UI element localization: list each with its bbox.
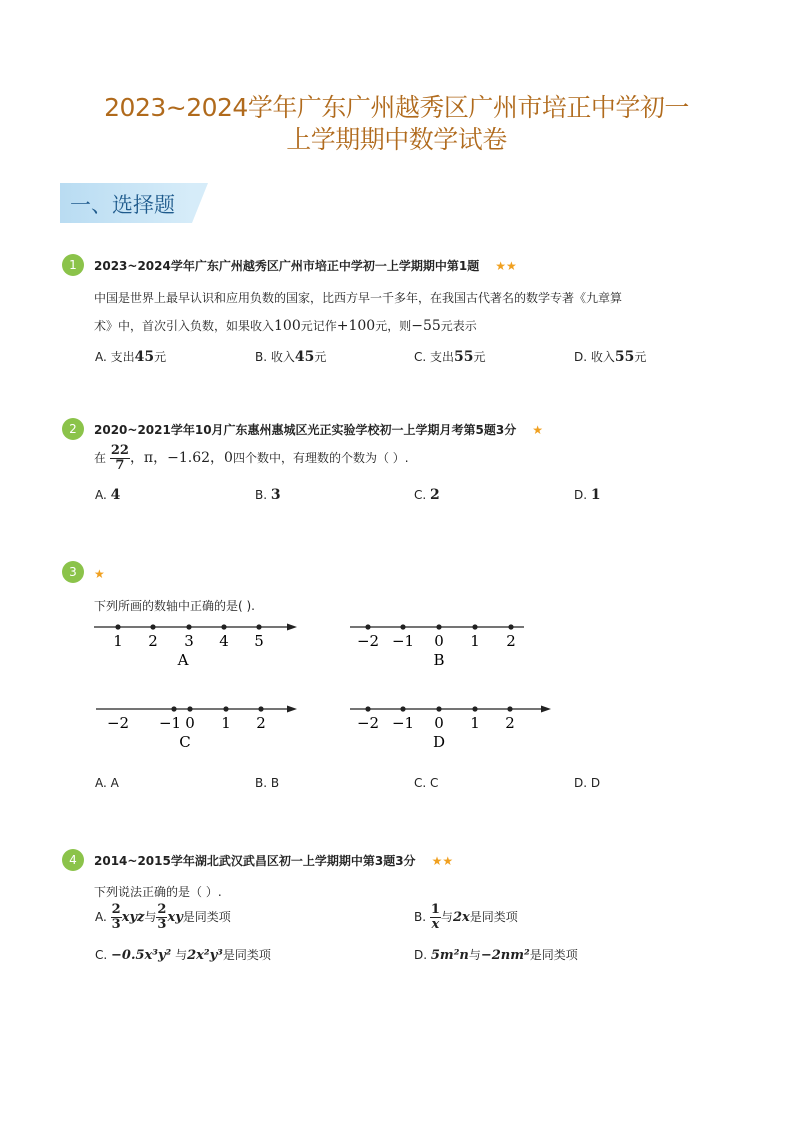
difficulty-stars: ★ [532,423,544,437]
svg-text:B: B [433,651,445,669]
text-segment: 术》中，首次引入负数，如果收入 [94,319,275,333]
question-source [94,567,105,581]
text-segment: 元，则 [375,319,412,333]
option-b[interactable]: B. B [255,776,280,790]
page-title [40,92,753,156]
question-number-badge: 1 [62,254,84,276]
svg-text:3: 3 [184,632,194,650]
svg-text:−1: −1 [391,632,415,650]
math-value: 100 [274,318,301,334]
arrow-icon [287,624,297,631]
text-segment: 元记作 [300,319,337,333]
option-d[interactable]: D. D [574,776,601,790]
svg-text:0: 0 [434,714,444,732]
option-a[interactable]: A. 支出45元 [95,349,167,365]
svg-text:−1: −1 [391,714,415,732]
question-number-badge: 3 [62,561,84,583]
number-line-b [348,619,588,669]
question-3 [62,561,762,801]
question-text-line-2 [94,317,477,334]
svg-text:2: 2 [256,714,266,732]
section-label: 一、选择题 [70,193,175,217]
option-d[interactable]: D. 收入55元 [574,349,647,365]
svg-text:2: 2 [506,632,516,650]
svg-text:1: 1 [113,632,123,650]
question-source-text: 2023~2024学年广东广州越秀区广州市培正中学初一上学期期中第1题 [94,259,480,273]
svg-text:2: 2 [148,632,158,650]
option-a[interactable]: A. A [95,776,119,790]
question-source [94,421,543,438]
option-d[interactable]: D. 1 [574,487,601,503]
svg-text:1: 1 [470,714,480,732]
option-c[interactable]: C. 支出55元 [414,349,486,365]
fraction: $\frac{22}{7}$ [110,443,129,473]
question-number-badge: 4 [62,849,84,871]
title-line-2: 上学期期中数学试卷 [286,125,507,154]
number-line-a [92,619,332,669]
option-c[interactable]: C. −0.5x³y² 与2x²y³是同类项 [95,948,271,963]
math-value: −55 [411,318,441,334]
option-c[interactable]: C. C [414,776,439,790]
option-a[interactable]: A. $\frac{2}{3}$ xyz与 $\frac{2}{3}$ xy是同类项 [95,902,231,932]
option-b[interactable]: B. $\frac{1}{x}$ 与2x是同类项 [414,902,518,932]
svg-text:0: 0 [434,632,444,650]
question-prompt: 下列所画的数轴中正确的是( ). [94,599,255,613]
number-line-c [94,701,334,751]
svg-text:1: 1 [221,714,231,732]
question-source [94,852,453,869]
svg-text:2: 2 [505,714,515,732]
question-prompt: 下列说法正确的是（ ）. [94,885,222,899]
svg-text:5: 5 [254,632,264,650]
svg-text:−1: −1 [158,714,182,732]
question-text-line-1: 中国是世界上最早认识和应用负数的国家，比西方早一千多年，在我国古代著名的数学专著《九章算 [94,291,623,305]
option-d[interactable]: D. 5m²n与−2nm²是同类项 [414,948,578,963]
question-source-text: 2020~2021学年10月广东惠州惠城区光正实验学校初一上学期月考第5题3分 [94,423,517,437]
text-segment: 元表示 [440,319,477,333]
option-b[interactable]: B. 3 [255,487,281,503]
svg-text:4: 4 [219,632,229,650]
math-value: +100 [336,318,376,334]
question-source [94,257,517,274]
question-text: 在 $\frac{22}{7}$ ，π，−1.62，0四个数中，有理数的个数为（ ）. [94,443,409,473]
arrow-icon [287,706,297,713]
svg-text:−2: −2 [106,714,130,732]
option-c[interactable]: C. 2 [414,487,440,503]
section-header-tail [192,183,208,223]
difficulty-stars: ★ [94,567,105,581]
section-header [60,183,208,223]
option-b[interactable]: B. 收入45元 [255,349,327,365]
arrow-icon [541,706,551,713]
svg-text:C: C [179,733,191,751]
svg-text:0: 0 [185,714,195,732]
title-line-1: 2023~2024学年广东广州越秀区广州市培正中学初一 [104,93,689,122]
question-source-text: 2014~2015学年湖北武汉武昌区初一上学期期中第3题3分 [94,854,416,868]
difficulty-stars: ★★ [495,259,517,273]
difficulty-stars: ★★ [431,854,454,868]
option-a[interactable]: A. 4 [95,487,121,503]
svg-text:D: D [432,733,446,751]
number-line-d [348,701,588,751]
svg-text:−2: −2 [356,632,380,650]
question-number-badge: 2 [62,418,84,440]
svg-text:1: 1 [470,632,480,650]
svg-text:−2: −2 [356,714,380,732]
svg-text:A: A [177,651,189,669]
